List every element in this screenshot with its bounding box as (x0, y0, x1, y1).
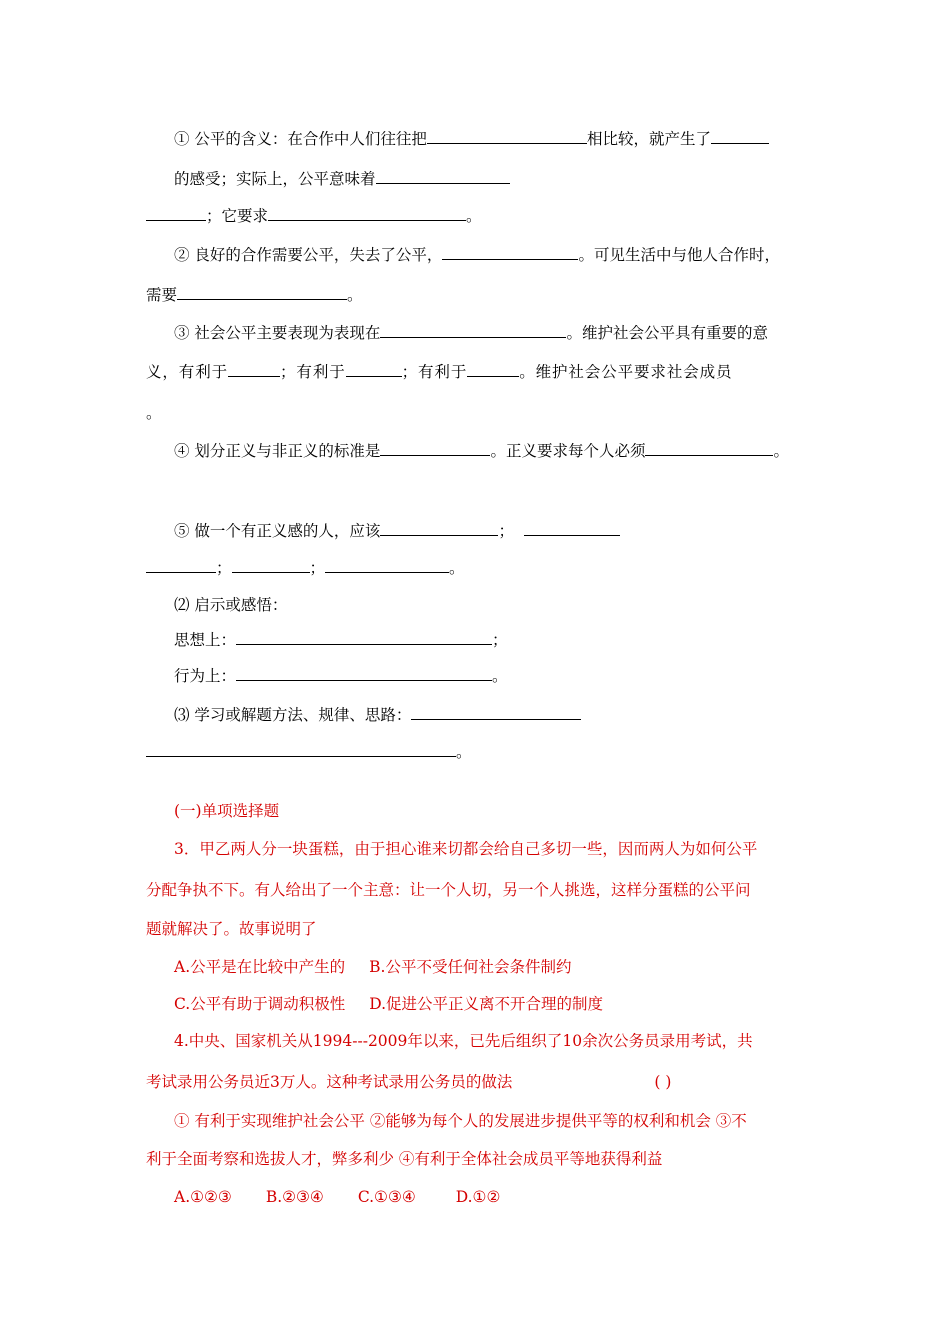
text: 需要 (146, 286, 178, 304)
question-3-line-3: 题就解决了。故事说明了 (146, 920, 317, 938)
text: ； (498, 522, 514, 540)
fill-line-6 (174, 322, 768, 344)
text: 。维护社会公平具有重要的意 (566, 324, 768, 342)
text: ② 良好的合作需要公平，失去了公平， (174, 246, 443, 264)
question-4-line-1: 4.中央、国家机关从1994---2009年以来，已先后组织了10余次公务员录用考试，共 (174, 1032, 753, 1050)
answer-blank[interactable] (228, 362, 280, 377)
question-3-options-cd (174, 993, 603, 1015)
text: ⑶ 学习或解题方法、规律、思路： (174, 706, 412, 724)
question-4-line-2 (146, 1071, 671, 1093)
text: 相比较，就产生了 (586, 130, 711, 148)
question-4-statements-1: ① 有利于实现维护社会公平 ②能够为每个人的发展进步提供平等的权利和机会 ③不 (174, 1112, 747, 1130)
answer-blank[interactable] (380, 323, 566, 338)
method-line (174, 704, 581, 726)
text: ；有利于 (401, 363, 468, 381)
answer-blank[interactable] (146, 206, 206, 221)
fill-line-8 (146, 402, 162, 424)
text: 。 (449, 559, 465, 577)
answer-blank[interactable] (177, 285, 347, 300)
answer-blank[interactable] (645, 441, 773, 456)
text: 考试录用公务员近3万人。这种考试录用公务员的做法 (146, 1073, 513, 1091)
text: ③ 社会公平主要表现为表现在 (174, 324, 381, 342)
option-c[interactable]: C.①③④ (357, 1188, 416, 1206)
fill-line-9 (174, 440, 789, 462)
text: 行为上： (174, 667, 237, 685)
text: ； (492, 631, 508, 649)
answer-blank[interactable] (467, 362, 519, 377)
text: 。 (347, 286, 363, 304)
answer-blank[interactable] (411, 705, 581, 720)
text: ① 公平的含义：在合作中人们往往把 (174, 130, 427, 148)
fill-line-10 (174, 520, 620, 542)
text: ⑤ 做一个有正义感的人，应该 (174, 522, 381, 540)
action-line (174, 665, 508, 687)
text: 。正义要求每个人必须 (490, 442, 646, 460)
option-a[interactable]: A.公平是在比较中产生的 (174, 958, 346, 976)
answer-blank[interactable] (325, 558, 449, 573)
text: 。 (466, 207, 482, 225)
question-3-options-ab (174, 956, 571, 978)
option-b[interactable]: B.②③④ (265, 1188, 324, 1206)
text: 的感受；实际上，公平意味着 (174, 170, 376, 188)
answer-blank[interactable] (376, 169, 510, 184)
insight-heading (174, 594, 287, 616)
answer-blank[interactable] (524, 521, 620, 536)
fill-line-5 (146, 284, 363, 306)
text: ④ 划分正义与非正义的标准是 (174, 442, 381, 460)
answer-blank[interactable] (232, 558, 310, 573)
option-d[interactable]: D.促进公平正义离不开合理的制度 (369, 995, 604, 1013)
text: ；有利于 (280, 363, 346, 381)
option-d[interactable]: D.①② (455, 1188, 501, 1206)
text: ； (309, 559, 326, 577)
answer-blank[interactable] (146, 742, 456, 757)
answer-blank[interactable] (711, 129, 769, 144)
question-3-line-1: 3．甲乙两人分一块蛋糕，由于担心谁来切都会给自己多切一些，因而两人为如何公平 (174, 840, 758, 858)
text: 。 (492, 667, 508, 685)
text: 思想上： (174, 631, 237, 649)
fill-line-7 (146, 361, 732, 383)
fill-line-4 (174, 244, 780, 266)
text: ；它要求 (206, 207, 269, 225)
fill-line-1 (174, 128, 769, 150)
question-4-statements-2: 利于全面考察和选拔人才，弊多利少 ④有利于全体社会成员平等地获得利益 (146, 1150, 663, 1168)
option-c[interactable]: C.公平有助于调动积极性 (174, 995, 346, 1013)
text: 。可见生活中与他人合作时， (578, 246, 780, 264)
answer-blank[interactable] (427, 129, 587, 144)
fill-line-11 (146, 557, 465, 579)
option-a[interactable]: A.①②③ (174, 1188, 232, 1206)
question-3-line-2: 分配争执不下。有人给出了一个主意：让一个人切，另一个人挑选，这样分蛋糕的公平问 (146, 881, 751, 899)
thought-line (174, 629, 508, 651)
text: 义，有利于 (146, 363, 229, 381)
question-4-options (174, 1186, 500, 1208)
answer-blank[interactable] (268, 206, 466, 221)
answer-blank[interactable] (236, 666, 492, 681)
answer-blank[interactable] (442, 245, 578, 260)
answer-blank[interactable] (380, 521, 498, 536)
answer-blank[interactable] (146, 558, 216, 573)
fill-line-2 (174, 168, 510, 190)
text: 。 (146, 404, 162, 422)
option-b[interactable]: B.公平不受任何社会条件制约 (369, 958, 572, 976)
answer-blank[interactable] (380, 441, 490, 456)
answer-blank[interactable] (346, 362, 402, 377)
fill-line-3 (146, 205, 482, 227)
method-line-2 (146, 741, 472, 763)
text: 。 (773, 442, 789, 460)
section-heading: (一)单项选择题 (174, 802, 280, 820)
text: ； (216, 559, 232, 577)
text: 。维护社会公平要求社会成员 (519, 363, 733, 381)
answer-paren[interactable]: ( ) (654, 1073, 672, 1091)
answer-blank[interactable] (236, 630, 492, 645)
text: ⑵ 启示或感悟： (174, 596, 288, 614)
text: 。 (456, 743, 472, 761)
